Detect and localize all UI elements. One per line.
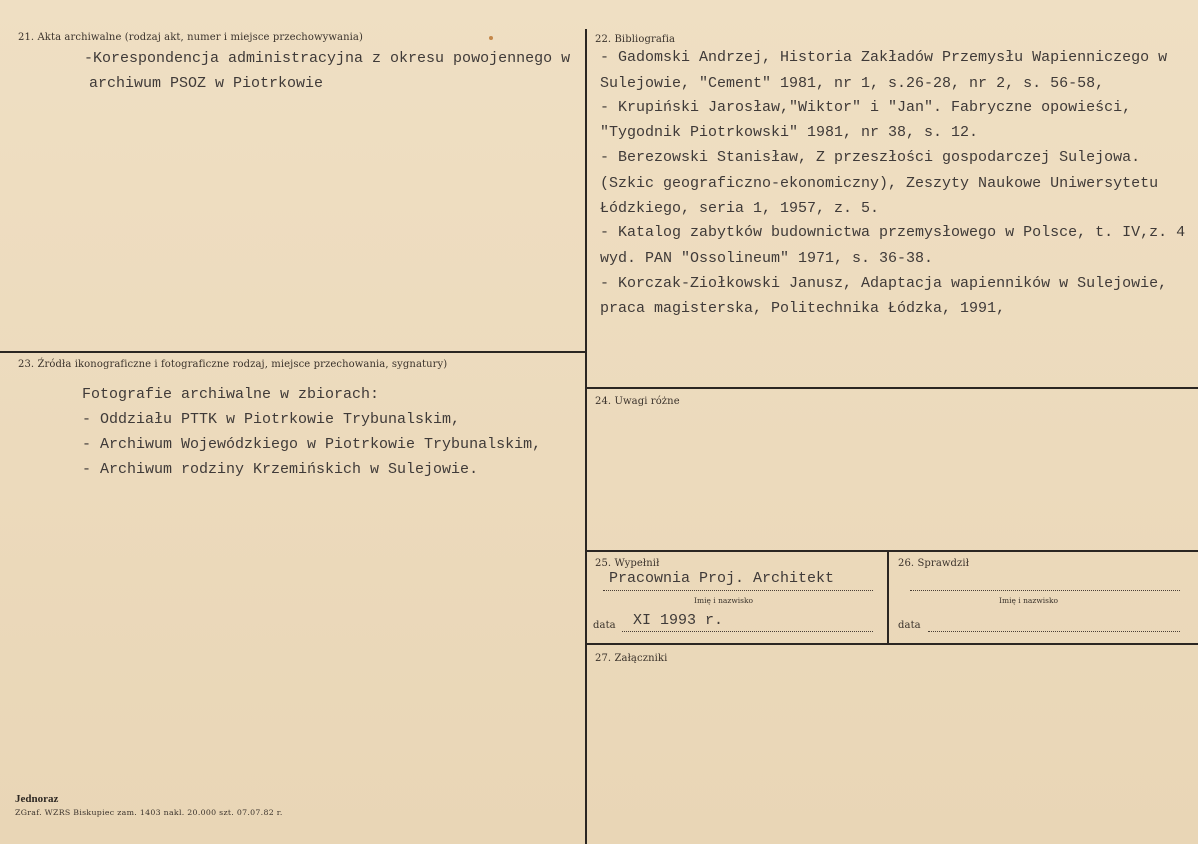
photo-sources-line-3: - Archiwum Wojewódzkiego w Piotrkowie Trybunalskim, xyxy=(82,436,542,453)
section-27-top-rule xyxy=(585,643,1198,645)
photo-sources-line-4: - Archiwum rodziny Krzemińskich w Sulejowie. xyxy=(82,461,479,478)
bibliography-line-8: - Katalog zabytków budownictwa przemysłowego w Polsce, t. IV,z. 4 xyxy=(600,224,1186,241)
photo-sources-line-1: Fotografie archiwalne w zbiorach: xyxy=(82,386,380,403)
section-21-line-1: -Korespondencja administracyjna z okresu powojennego w xyxy=(84,50,571,67)
filled-by-name: Pracownia Proj. Architekt xyxy=(609,570,835,587)
filled-by-name-caption: Imię i nazwisko xyxy=(694,596,754,605)
section-23-label: 23. Źródła ikonograficzne i fotograficzne rodzaj, miejsce przechowania, sygnatury) xyxy=(18,359,448,370)
bibliography-line-1: - Gadomski Andrzej, Historia Zakładów Przemysłu Wapienniczego w xyxy=(600,49,1168,66)
section-25-26-divider xyxy=(887,551,889,644)
section-25-label: 25. Wypełnił xyxy=(595,558,660,569)
bibliography-line-5: - Berezowski Stanisław, Z przeszłości gospodarczej Sulejowa. xyxy=(600,149,1141,166)
section-24-label: 24. Uwagi różne xyxy=(595,396,680,407)
bibliography-line-4: "Tygodnik Piotrkowski" 1981, nr 38, s. 12. xyxy=(600,124,979,141)
bibliography-line-9: wyd. PAN "Ossolineum" 1971, s. 36-38. xyxy=(600,250,934,267)
footer-imprint: ZGraf. WZRS Biskupiec zam. 1403 nakl. 20.000 szt. 07.07.82 r. xyxy=(15,808,283,817)
section-23-top-rule xyxy=(0,351,587,353)
bibliography-line-3: - Krupiński Jarosław,"Wiktor" i "Jan". Fabryczne opowieści, xyxy=(600,99,1132,116)
bibliography-line-10: - Korczak-Ziołkowski Janusz, Adaptacja wapienników w Sulejowie, xyxy=(600,275,1168,292)
section-24-top-rule xyxy=(585,387,1198,389)
section-21-line-2: archiwum PSOZ w Piotrkowie xyxy=(89,75,324,92)
footer-title: Jednoraz xyxy=(15,793,59,805)
filled-by-date-label: data xyxy=(593,620,616,631)
bibliography-line-11: praca magisterska, Politechnika Łódzka, 1991, xyxy=(600,300,1006,317)
main-vertical-divider xyxy=(585,29,587,844)
section-26-label: 26. Sprawdził xyxy=(898,558,970,569)
ink-stain xyxy=(489,36,493,40)
section-22-label: 22. Bibliografia xyxy=(595,34,676,45)
section-21-label: 21. Akta archiwalne (rodzaj akt, numer i miejsce przechowywania) xyxy=(18,32,363,43)
section-25-top-rule xyxy=(585,550,1198,552)
section-27-label: 27. Załączniki xyxy=(595,653,668,664)
checked-by-name-caption: Imię i nazwisko xyxy=(999,596,1059,605)
checked-by-date-line xyxy=(928,631,1180,632)
filled-by-date-line xyxy=(622,631,873,632)
bibliography-line-7: Łódzkiego, seria 1, 1957, z. 5. xyxy=(600,200,880,217)
bibliography-line-6: (Szkic geograficzno-ekonomiczny), Zeszyty Naukowe Uniwersytetu xyxy=(600,175,1159,192)
bibliography-line-2: Sulejowie, "Cement" 1981, nr 1, s.26-28, nr 2, s. 56-58, xyxy=(600,75,1105,92)
checked-by-name-line xyxy=(910,590,1180,591)
photo-sources-line-2: - Oddziału PTTK w Piotrkowie Trybunalskim, xyxy=(82,411,461,428)
checked-by-date-label: data xyxy=(898,620,921,631)
filled-by-name-line xyxy=(603,590,873,591)
filled-by-date-value: XI 1993 r. xyxy=(633,612,724,629)
